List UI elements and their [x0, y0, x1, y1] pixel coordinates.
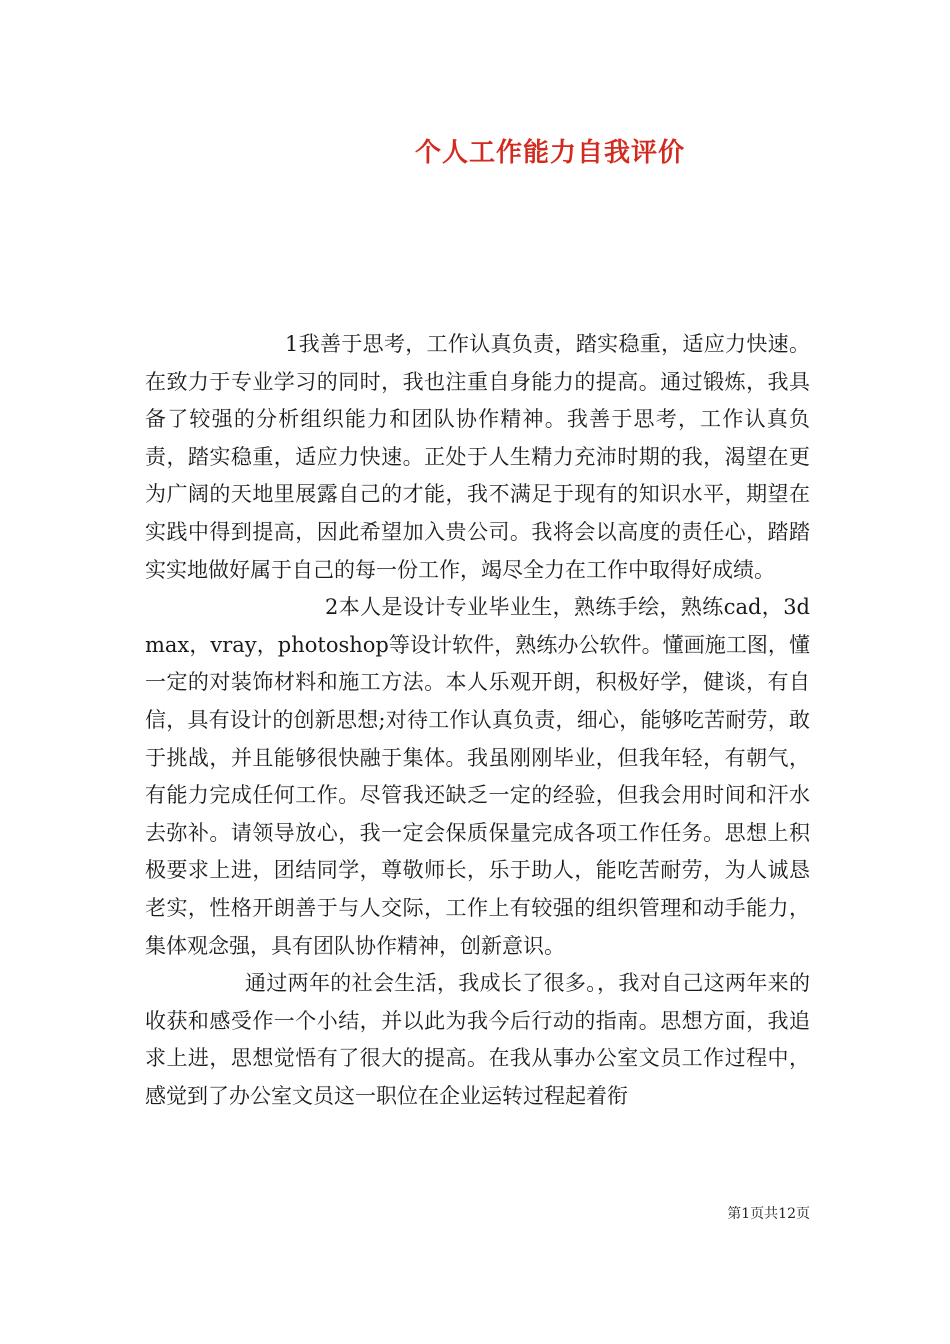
page-number-footer: 第1页共12页 — [727, 1206, 810, 1222]
document-body — [145, 326, 810, 1115]
paragraph-1: 1我善于思考，工作认真负责，踏实稳重，适应力快速。在致力于专业学习的同时，我也注重自身能力的提高。通过锻炼，我具备了较强的分析组织能力和团队协作精神。我善于思考，工作认真负责，踏实稳重，适应力快速。正处于人生精力充沛时期的我，渴望在更为广阔的天地里展露自己的才能，我不满足于现有的知识水平，期望在实践中得到提高，因此希望加入贵公司。我将会以高度的责任心，踏踏实实地做好属于自己的每一份工作，竭尽全力在工作中取得好成绩。 — [145, 332, 810, 582]
paragraph-2: 2本人是设计专业毕业生，熟练手绘，熟练cad，3dmax，vray，photoshop等设计软件，熟练办公软件。懂画施工图，懂一定的对装饰材料和施工方法。本人乐观开朗，积极好学，健谈，有自信，具有设计的创新思想;对待工作认真负责，细心，能够吃苦耐劳，敢于挑战，并且能够很快融于集体。我虽刚刚毕业，但我年轻，有朝气，有能力完成任何工作。尽管我还缺乏一定的经验，但我会用时间和汗水去弥补。请领导放心，我一定会保质保量完成各项工作任务。思想上积极要求上进，团结同学，尊敬师长，乐于助人，能吃苦耐劳，为人诚恳老实，性格开朗善于与人交际，工作上有较强的组织管理和动手能力，集体观念强，具有团队协作精神，创新意识。 — [145, 595, 810, 958]
document-title: 个人工作能力自我评价 — [414, 138, 685, 168]
paragraph-3: 通过两年的社会生活，我成长了很多。，我对自己这两年来的收获和感受作一个小结，并以此为我今后行动的指南。思想方面，我追求上进，思想觉悟有了很大的提高。在我从事办公室文员工作过程中，感觉到了办公室文员这一职位在企业运转过程起着衔 — [145, 971, 810, 1108]
